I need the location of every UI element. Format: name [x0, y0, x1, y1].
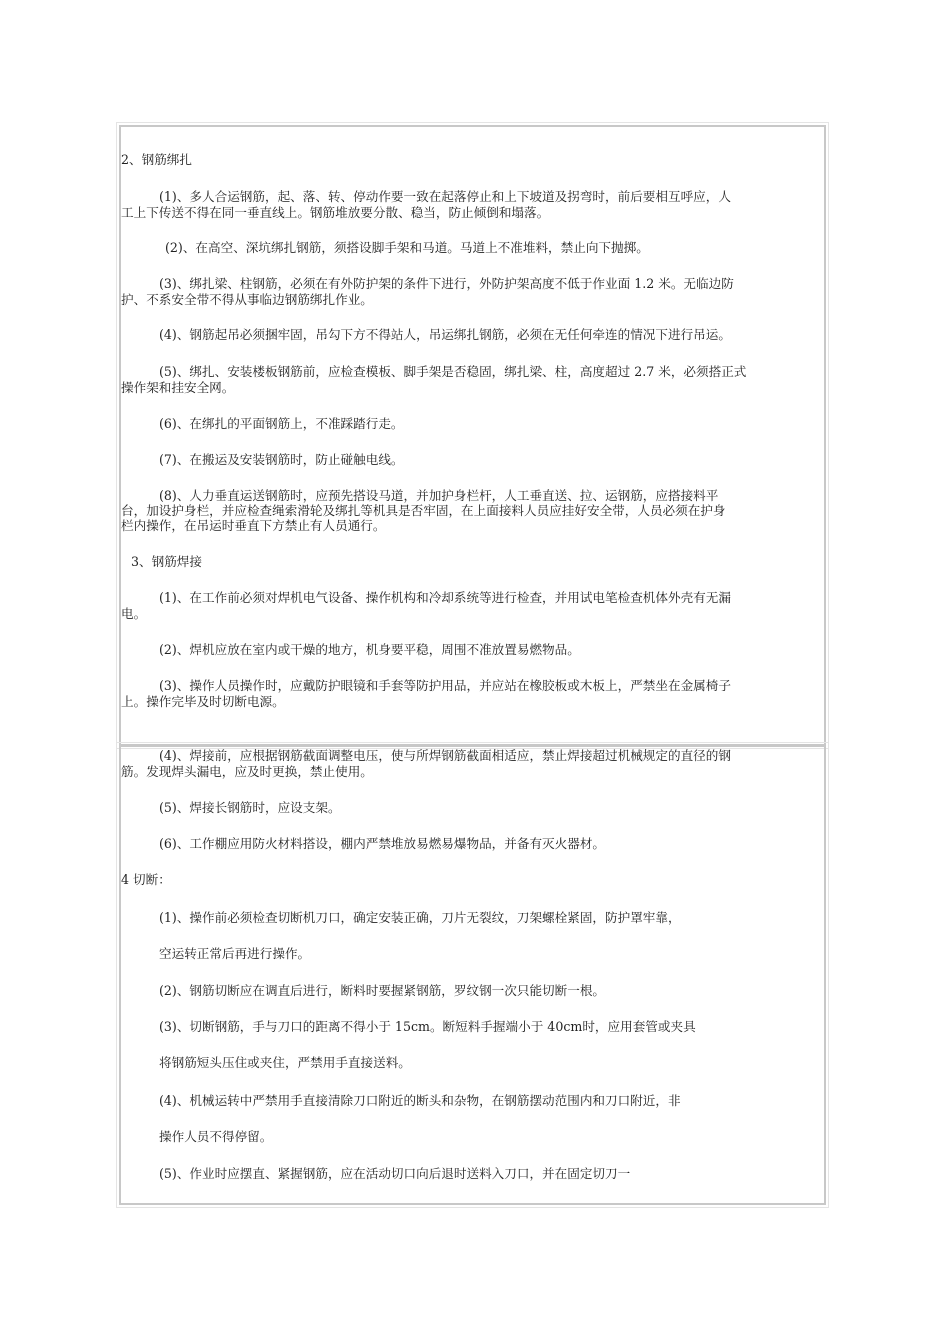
s3-item-3-line2: 上。操作完毕及时切断电源。: [121, 694, 285, 709]
s2-item-3-line1: (3)、绑扎梁、柱钢筋，必须在有外防护架的条件下进行，外防护架高度不低于作业面 1.2 米。无临边防: [159, 276, 734, 291]
s2-item-8-line2: 台，加设护身栏，并应检查绳索滑轮及绑扎等机具是否牢固，在上面接料人员应挂好安全带，人员必须在护身: [121, 503, 726, 518]
s3-item-6: (6)、工作棚应用防火材料搭设，棚内严禁堆放易燃易爆物品，并备有灭火器材。: [159, 836, 606, 851]
s4-item-4-line2: 操作人员不得停留。: [159, 1129, 273, 1144]
s3-item-4-line1: (4)、焊接前，应根据钢筋截面调整电压，使与所焊钢筋截面相适应，禁止焊接超过机械规定的直径的钢: [159, 748, 731, 763]
s3-item-3-line1: (3)、操作人员操作时，应戴防护眼镜和手套等防护用品，并应站在橡胶板或木板上，严禁坐在金属椅子: [159, 678, 731, 693]
s3-item-1-line2: 电。: [121, 606, 147, 621]
section-4-heading: 4 切断：: [121, 872, 171, 887]
s2-item-7: (7)、在搬运及安装钢筋时，防止碰触电线。: [159, 452, 404, 467]
s3-item-4-line2: 筋。发现焊头漏电，应及时更换，禁止使用。: [121, 764, 373, 779]
s2-item-6: (6)、在绑扎的平面钢筋上，不准踩踏行走。: [159, 416, 404, 431]
s4-item-3-line2: 将钢筋短头压住或夹住，严禁用手直接送料。: [159, 1055, 411, 1070]
s2-item-3-line2: 护、不系安全带不得从事临边钢筋绑扎作业。: [121, 292, 373, 307]
s2-item-4: (4)、钢筋起吊必须捆牢固，吊勾下方不得站人，吊运绑扎钢筋，必须在无任何牵连的情况下进行吊运。: [159, 327, 731, 342]
s2-item-5-line1: (5)、绑扎、安装楼板钢筋前，应检查模板、脚手架是否稳固，绑扎梁、柱，高度超过 2.7 米，必须搭正式: [159, 364, 747, 379]
s4-item-1-line1: (1)、操作前必须检查切断机刀口，确定安装正确，刀片无裂纹，刀架螺栓紧固，防护罩牢靠，: [159, 910, 681, 925]
s4-item-1-line2: 空运转正常后再进行操作。: [159, 946, 311, 961]
section-2-heading: 2、钢筋绑扎: [121, 152, 192, 167]
s2-item-8-line3: 栏内操作，在吊运时垂直下方禁止有人员通行。: [121, 518, 386, 533]
s2-item-1-line1: (1)、多人合运钢筋，起、落、转、停动作要一致在起落停止和上下坡道及拐弯时，前后要相互呼应，人: [159, 189, 731, 204]
s3-item-2: (2)、焊机应放在室内或干燥的地方，机身要平稳，周围不准放置易燃物品。: [159, 642, 580, 657]
s4-item-5: (5)、作业时应摆直、紧握钢筋，应在活动切口向后退时送料入刀口，并在固定切刀一: [159, 1166, 631, 1181]
s3-item-5: (5)、焊接长钢筋时，应设支架。: [159, 800, 341, 815]
s2-item-5-line2: 操作架和挂安全网。: [121, 380, 235, 395]
section-3-heading: 3、钢筋焊接: [131, 554, 202, 569]
s2-item-2: (2)、在高空、深坑绑扎钢筋，须搭设脚手架和马道。马道上不准堆料，禁止向下抛掷。: [165, 240, 649, 255]
s4-item-4-line1: (4)、机械运转中严禁用手直接清除刀口附近的断头和杂物，在钢筋摆动范围内和刀口附近，非: [159, 1093, 681, 1108]
s3-item-1-line1: (1)、在工作前必须对焊机电气设备、操作机构和冷却系统等进行检查，并用试电笔检查机体外壳有无漏: [159, 590, 731, 605]
s4-item-2: (2)、钢筋切断应在调直后进行，断料时要握紧钢筋，罗纹钢一次只能切断一根。: [159, 983, 606, 998]
s2-item-1-line2: 工上下传送不得在同一垂直线上。钢筋堆放要分散、稳当，防止倾倒和塌落。: [121, 205, 550, 220]
s2-item-8-line1: (8)、人力垂直运送钢筋时，应预先搭设马道，并加护身栏杆，人工垂直送、拉、运钢筋，应搭接料平: [159, 488, 719, 503]
s4-item-3-line1: (3)、切断钢筋，手与刀口的距离不得小于 15cm。断短料手握端小于 40cm时，应用套管或夹具: [159, 1019, 696, 1034]
